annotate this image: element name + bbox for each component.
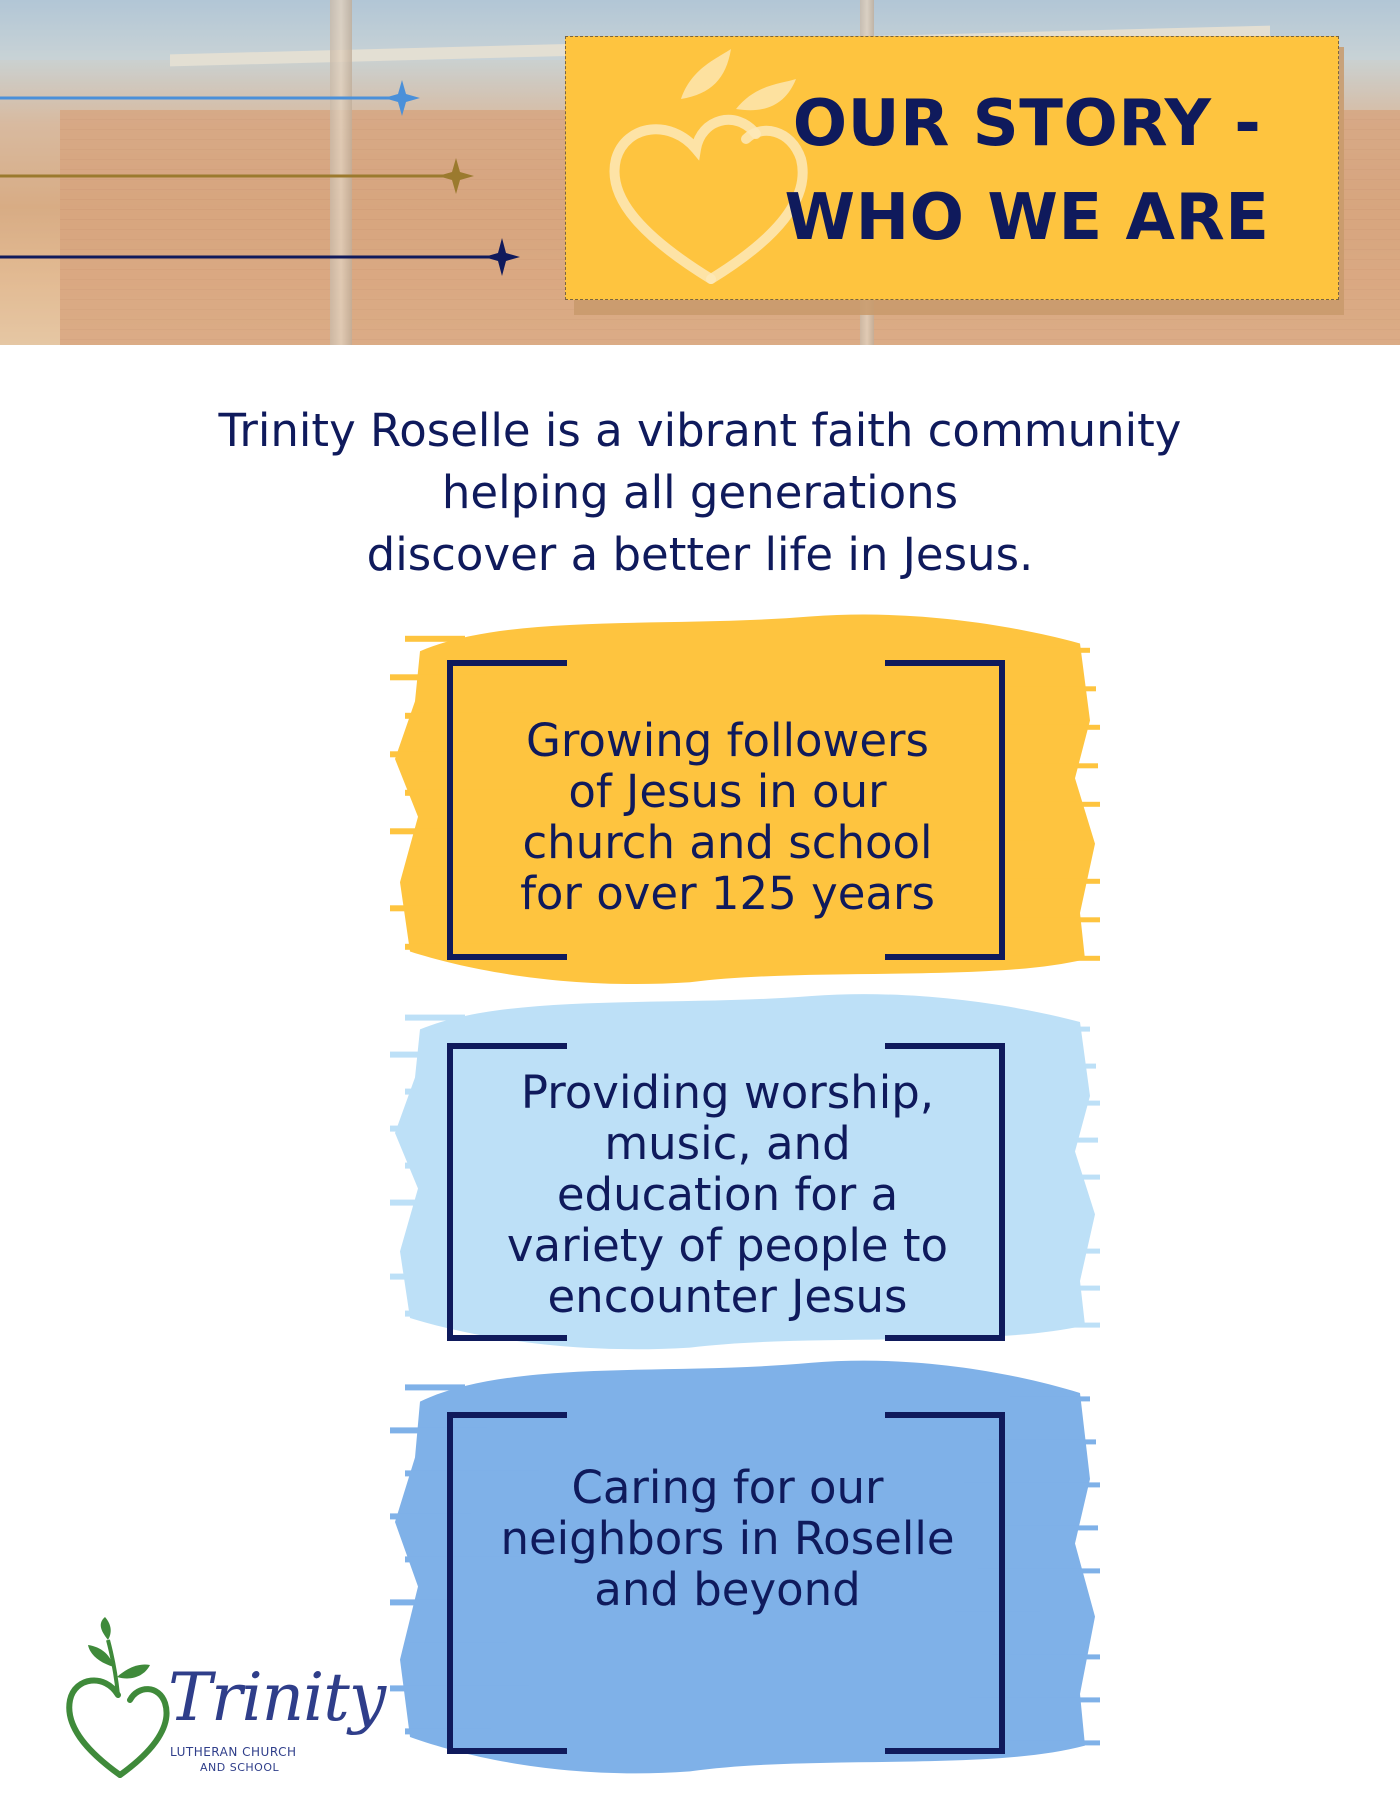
- paint-streak: [405, 636, 465, 642]
- paint-streak: [992, 1654, 1100, 1659]
- bracket-segment: [885, 660, 1005, 666]
- mission-statement: [100, 400, 1300, 586]
- bracket-segment: [447, 1043, 567, 1049]
- navy-star-icon: [484, 238, 520, 276]
- pillar-text-line: Growing followers: [526, 714, 929, 767]
- bracket-segment: [885, 1335, 1005, 1341]
- paint-streak: [992, 879, 1100, 884]
- paint-streak: [1001, 763, 1098, 768]
- trinity-logo: [60, 1615, 386, 1785]
- decorative-star-lines: [0, 0, 560, 300]
- pillar-text-line: for over 125 years: [520, 867, 935, 920]
- logo-subtitle: LUTHERAN CHURCH: [170, 1745, 297, 1759]
- pillar-text-line: Providing worship,: [520, 1066, 935, 1119]
- bracket-segment: [885, 1748, 1005, 1754]
- logo-subtitle: AND SCHOOL: [200, 1761, 280, 1774]
- pillar-text-line: encounter Jesus: [547, 1270, 908, 1323]
- pillar-text-line: music, and: [604, 1117, 851, 1170]
- paint-streak: [1006, 1740, 1100, 1745]
- paint-streak: [992, 1249, 1100, 1254]
- paint-streak: [1010, 1396, 1090, 1401]
- blue-star-icon: [384, 80, 420, 116]
- paint-streak: [390, 828, 455, 834]
- pillar-text-line: church and school: [522, 816, 933, 869]
- sprout-heart-icon: [60, 1615, 180, 1785]
- title-line: OUR STORY -: [792, 87, 1262, 161]
- pillar-text: [450, 1067, 1005, 1322]
- pillar-text: [450, 715, 1005, 919]
- pillar-text-line: neighbors in Roselle: [500, 1512, 955, 1565]
- mission-line: helping all generations: [441, 466, 959, 519]
- bracket-segment: [447, 1335, 567, 1341]
- pillar-text-line: of Jesus in our: [568, 765, 887, 818]
- pillar-text-line: variety of people to: [506, 1219, 949, 1272]
- pillar-text-line: Caring for our: [571, 1461, 884, 1514]
- bracket-segment: [447, 660, 567, 666]
- paint-streak: [1006, 956, 1100, 961]
- bracket-segment: [447, 1412, 567, 1418]
- pillar-text-line: and beyond: [594, 1563, 861, 1616]
- paint-streak: [405, 1015, 465, 1021]
- pillar-text-line: education for a: [556, 1168, 899, 1221]
- gold-star-icon: [438, 158, 474, 194]
- title-line: WHO WE ARE: [784, 181, 1270, 255]
- title-box: [565, 36, 1339, 300]
- paint-streak: [1010, 1027, 1090, 1032]
- paint-streak: [1001, 1138, 1098, 1143]
- paint-streak: [405, 1384, 465, 1390]
- page-title: [716, 77, 1338, 265]
- paint-streak: [1010, 648, 1090, 653]
- paint-streak: [390, 1200, 455, 1206]
- bracket-segment: [885, 1412, 1005, 1418]
- pillar-card-providing: [390, 985, 1100, 1355]
- header-banner: [0, 0, 1400, 345]
- bracket-segment: [885, 954, 1005, 960]
- bracket-segment: [447, 1748, 567, 1754]
- mission-line: Trinity Roselle is a vibrant faith community: [218, 404, 1182, 457]
- bracket-segment: [885, 1043, 1005, 1049]
- pillar-text: [450, 1462, 1005, 1615]
- paint-streak: [390, 1599, 455, 1605]
- mission-line: discover a better life in Jesus.: [366, 528, 1034, 581]
- pillar-card-caring: [390, 1350, 1100, 1780]
- pillar-card-growing: [390, 605, 1100, 990]
- logo-wordmark: Trinity: [168, 1659, 386, 1736]
- paint-streak: [1006, 1323, 1100, 1328]
- paint-streak: [1001, 1525, 1098, 1530]
- bracket-segment: [447, 954, 567, 960]
